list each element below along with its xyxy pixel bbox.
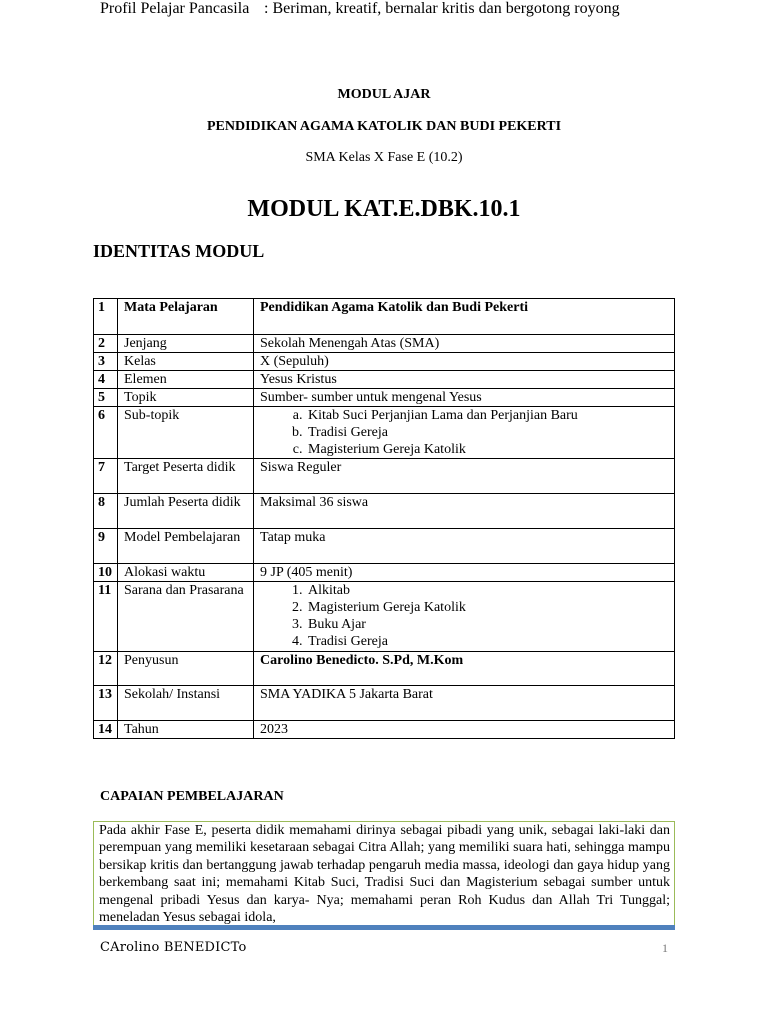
row-value-list — [260, 582, 668, 650]
capaian-text: Pada akhir Fase E, peserta didik memahami dirinya sebagai pibadi yang unik, sebagai laki-laki dan perempuan yang memiliki kesetaraan sebagai Citra Allah; yang memiliki suara hati, sehingga mampu bersikap kritis dan bertanggung jawab terhadap pengaruh media massa, ideologi dan gaya hidup yang berkembang saat ini; memahami Kitab Suci, Tradisi Suci dan Magisterium sebagai sumber untuk mengenal pribadi Yesus dan karya- Nya; memahami peran Roh Kudus dan Allah Tri Tunggal; meneladan Yesus sebagai idola, — [99, 823, 670, 925]
doc-title-modul-ajar: MODUL AJAR — [337, 87, 431, 102]
row-value: 9 JP (405 menit) — [254, 564, 675, 582]
list-item: 2. Magisterium Gereja Katolik — [306, 599, 668, 616]
row-value: Sekolah Menengah Atas (SMA) — [254, 335, 675, 353]
row-value: 2023 — [254, 721, 675, 739]
row-number: 1 — [94, 299, 118, 335]
row-label: Jumlah Peserta didik — [118, 494, 254, 529]
table-row — [94, 494, 675, 529]
table-row — [94, 686, 675, 721]
row-label: Mata Pelajaran — [118, 299, 254, 335]
row-value: Carolino Benedicto. S.Pd, M.Kom — [254, 652, 675, 686]
row-label: Target Peserta didik — [118, 459, 254, 494]
row-label: Model Pembelajaran — [118, 529, 254, 564]
identitas-modul-heading: IDENTITAS MODUL — [93, 241, 265, 261]
list-item: a. Kitab Suci Perjanjian Lama dan Perjanjian Baru — [306, 407, 668, 424]
row-number: 4 — [94, 371, 118, 389]
row-value: Sumber- sumber untuk mengenal Yesus — [254, 389, 675, 407]
row-number: 2 — [94, 335, 118, 353]
row-number: 11 — [94, 582, 118, 652]
row-label: Elemen — [118, 371, 254, 389]
row-number: 8 — [94, 494, 118, 529]
row-label: Kelas — [118, 353, 254, 371]
table-row — [94, 652, 675, 686]
profil-pelajar-label: Profil Pelajar Pancasila — [100, 0, 250, 17]
list-item: 4. Tradisi Gereja — [306, 633, 668, 650]
row-number: 7 — [94, 459, 118, 494]
row-label: Tahun — [118, 721, 254, 739]
doc-class-phase: SMA Kelas X Fase E (10.2) — [305, 150, 463, 165]
table-row — [94, 335, 675, 353]
row-value — [254, 582, 675, 652]
page-bottom-bar — [93, 925, 675, 930]
list-item: b. Tradisi Gereja — [306, 424, 668, 441]
row-number: 9 — [94, 529, 118, 564]
row-value: X (Sepuluh) — [254, 353, 675, 371]
modul-code-heading: MODUL KAT.E.DBK.10.1 — [247, 196, 521, 222]
row-value: Tatap muka — [254, 529, 675, 564]
row-label: Sekolah/ Instansi — [118, 686, 254, 721]
row-value: SMA YADIKA 5 Jakarta Barat — [254, 686, 675, 721]
row-value: Maksimal 36 siswa — [254, 494, 675, 529]
identitas-table — [93, 298, 675, 739]
capaian-box — [93, 821, 675, 925]
list-item: 1. Alkitab — [306, 582, 668, 599]
row-number: 13 — [94, 686, 118, 721]
row-number: 10 — [94, 564, 118, 582]
table-row — [94, 564, 675, 582]
row-number: 5 — [94, 389, 118, 407]
table-row — [94, 459, 675, 494]
footer-author: CArolino BENEDICTo — [100, 940, 247, 955]
row-number: 12 — [94, 652, 118, 686]
row-label: Sub-topik — [118, 407, 254, 459]
doc-subject-title: PENDIDIKAN AGAMA KATOLIK DAN BUDI PEKERTI — [206, 119, 562, 134]
table-row — [94, 371, 675, 389]
profil-pelajar-value: : Beriman, kreatif, bernalar kritis dan bergotong royong — [264, 0, 620, 17]
list-item: 3. Buku Ajar — [306, 616, 668, 633]
row-value: Yesus Kristus — [254, 371, 675, 389]
row-label: Penyusun — [118, 652, 254, 686]
row-value-list — [260, 407, 668, 458]
row-label: Jenjang — [118, 335, 254, 353]
row-value: Siswa Reguler — [254, 459, 675, 494]
row-value: Pendidikan Agama Katolik dan Budi Pekerti — [254, 299, 675, 335]
capaian-heading: CAPAIAN PEMBELAJARAN — [100, 789, 284, 804]
table-row — [94, 389, 675, 407]
table-row — [94, 529, 675, 564]
row-number: 6 — [94, 407, 118, 459]
row-label: Sarana dan Prasarana — [118, 582, 254, 652]
table-row — [94, 299, 675, 335]
table-row — [94, 353, 675, 371]
table-row — [94, 582, 675, 652]
row-number: 14 — [94, 721, 118, 739]
list-item: c. Magisterium Gereja Katolik — [306, 441, 668, 458]
page-number: 1 — [662, 941, 668, 955]
row-value — [254, 407, 675, 459]
table-row — [94, 407, 675, 459]
row-label: Alokasi waktu — [118, 564, 254, 582]
row-number: 3 — [94, 353, 118, 371]
table-row — [94, 721, 675, 739]
row-label: Topik — [118, 389, 254, 407]
